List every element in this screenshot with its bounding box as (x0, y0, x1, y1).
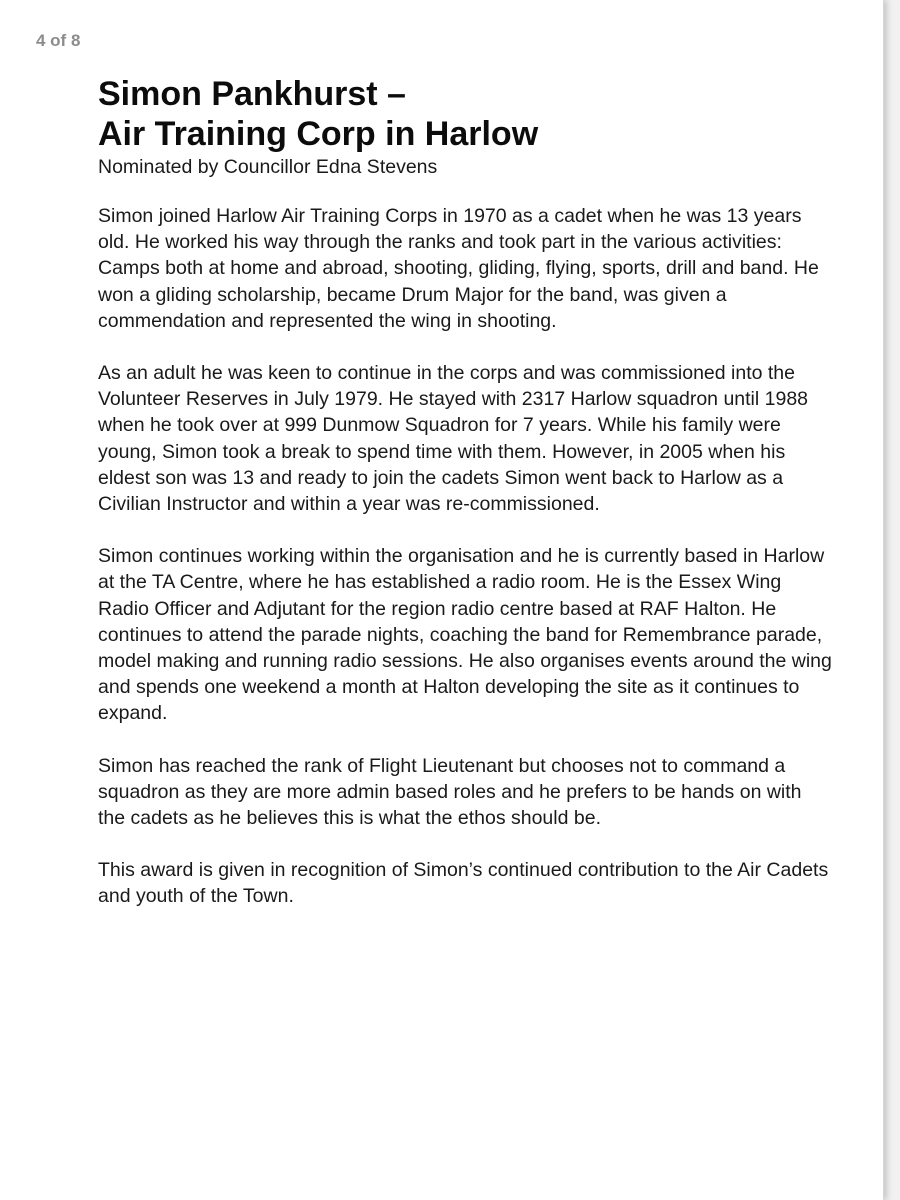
title-line-1: Simon Pankhurst – (98, 75, 406, 113)
document-title (98, 74, 833, 154)
paragraph-3: Simon continues working within the organisation and he is currently based in Harlow at the TA Centre, where he has established a radio room. He is the Essex Wing Radio Officer and Adjutant for the region radio centre based at RAF Halton. He continues to attend the parade nights, coaching the band for Remembrance parade, model making and running radio sessions. He also organises events around the wing and spends one weekend a month at Halton developing the site as it continues to expand. (98, 545, 832, 725)
paragraph-4: Simon has reached the rank of Flight Lieutenant but chooses not to command a squadron as they are more admin based roles and he prefers to be hands on with the cadets as he believes this is what the ethos should be. (98, 754, 802, 830)
title-line-2: Air Training Corp in Harlow (98, 115, 539, 153)
page-counter: 4 of 8 (36, 31, 81, 50)
paragraph-1: Simon joined Harlow Air Training Corps in 1970 as a cadet when he was 13 years old. He worked his way through the ranks and took part in the various activities: Camps both at home and abroad, shooting, gliding, flying, sports, drill and band. He won a gliding scholarship, became Drum Major for the band, was given a commendation and represented the wing in shooting. (98, 205, 819, 332)
document-content (98, 74, 833, 936)
paragraph-2: As an adult he was keen to continue in the corps and was commissioned into the Volunteer Reserves in July 1979. He stayed with 2317 Harlow squadron until 1988 when he took over at 999 Dunmow Squadron for 7 years. While his family were young, Simon took a break to spend time with them. However, in 2005 when his eldest son was 13 and ready to join the cadets Simon went back to Harlow as a Civilian Instructor and within a year was re-commissioned. (98, 362, 809, 516)
paragraph-5: This award is given in recognition of Simon’s continued contribution to the Air Cadets and youth of the Town. (98, 859, 829, 908)
nominated-by: Nominated by Councillor Edna Stevens (98, 156, 438, 178)
